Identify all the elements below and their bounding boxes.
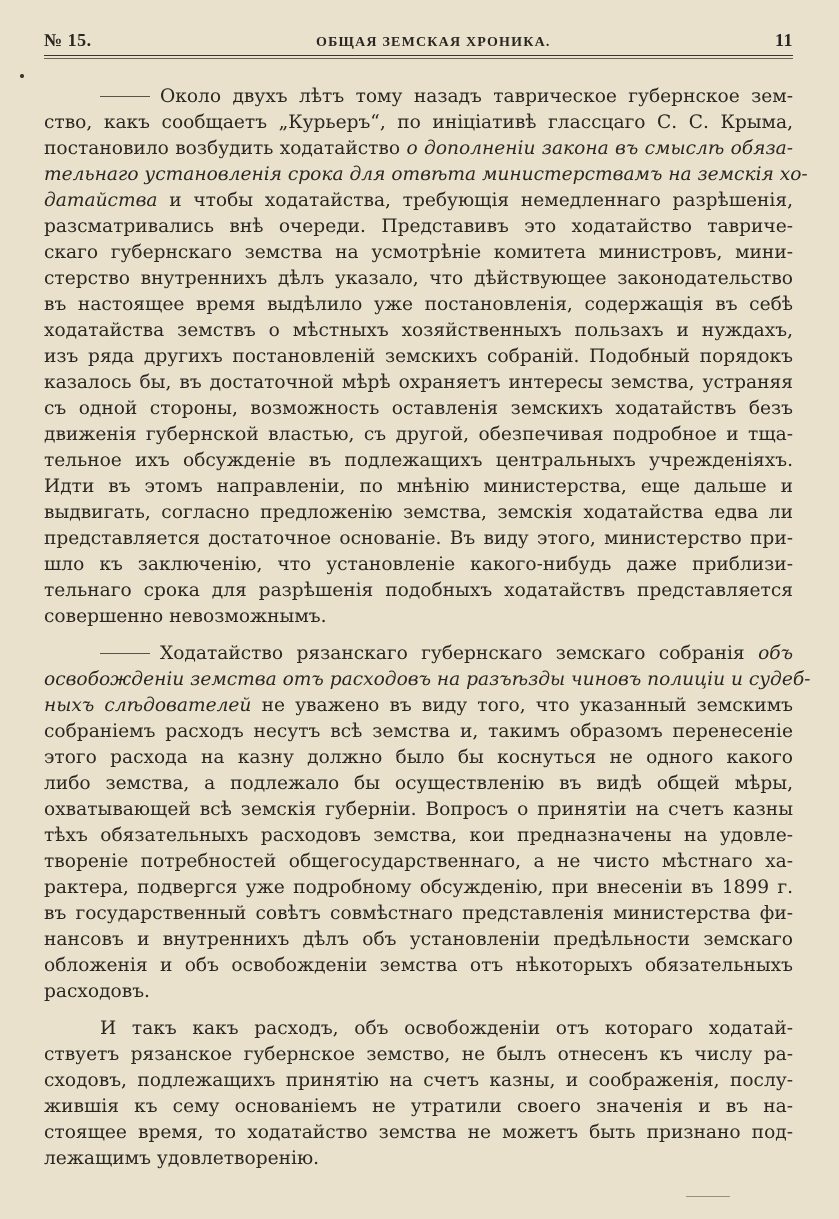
running-title: ОБЩАЯ ЗЕМСКАЯ ХРОНИКА. xyxy=(316,35,551,50)
text-line: лежащимъ удовлетворенiю. xyxy=(44,1148,320,1169)
paragraph-ryazan xyxy=(44,641,811,1005)
text-line: совершенно невозможнымъ. xyxy=(44,606,327,627)
text-line: расходовъ. xyxy=(44,981,150,1002)
text-line: тельное ихъ обсужденiе въ подлежащихъ центральныхъ учрежденiяхъ. xyxy=(44,450,793,471)
text-line: шло къ заключенiю, что установленiе какого-нибудь даже приблизи- xyxy=(44,554,793,575)
header-rule-thin xyxy=(44,58,793,59)
issue-number: № 15. xyxy=(44,30,92,50)
text-line: разсматривались внѣ очереди. Представивъ это ходатайство тавриче- xyxy=(44,216,793,237)
text-line: стоящее время, то ходатайство земства не можетъ быть признано под- xyxy=(44,1122,793,1143)
text-line: постановило возбудить ходатайство о дополненiи закона въ смыслѣ обяза- xyxy=(44,138,793,159)
text-line: ство, какъ сообщаетъ „Курьеръ“, по инiцiативѣ глассцаго С. С. Крыма, xyxy=(44,112,793,133)
text-line: ныхъ слѣдователей не уважено въ виду того, что указанный земскимъ xyxy=(44,695,793,716)
page-header xyxy=(44,30,793,56)
text-line: охватывающей всѣ земскiя губернiи. Вопросъ о принятiи на счетъ казны xyxy=(44,799,793,820)
text-line: обложенiя и объ освобожденiи земства отъ нѣкоторыхъ обязательныхъ xyxy=(44,955,793,976)
text-line: этого расхода на казну должно было бы коснуться не одного какого xyxy=(44,747,793,768)
text-line: представляется достаточное основанiе. Въ виду этого, министерство при- xyxy=(44,528,793,549)
text-line: освобожденiи земства отъ расходовъ на разъѣзды чиновъ полицiи и судеб- xyxy=(44,669,811,690)
text-line: либо земства, а подлежало бы осуществленiю въ видѣ общей мѣры, xyxy=(44,773,793,794)
paragraph-tavrida xyxy=(44,84,808,630)
text-line: Ходатайство рязанскаго губернскаго земскаго собранiя объ xyxy=(44,641,793,667)
text-line: тельнаго срока для разрѣшенiя подобныхъ ходатайствъ представляется xyxy=(44,580,793,601)
text-line: движенiя губернской властью, съ другой, обезпечивая подробное и тща- xyxy=(44,424,793,445)
section-dash xyxy=(100,96,150,97)
text-line: собранiемъ расходъ несутъ всѣ земства и, такимъ образомъ перенесенiе xyxy=(44,721,793,742)
paragraph-conclusion xyxy=(44,1016,793,1172)
text-line: рактера, подвергся уже подробному обсужденiю, при внесенiи въ 1899 г. xyxy=(44,877,793,898)
section-dash xyxy=(100,653,150,654)
text-line: Около двухъ лѣтъ тому назадъ таврическое губернское зем- xyxy=(44,84,793,110)
text-line: тельнаго установленiя срока для отвѣта министерствамъ на земскiя хо- xyxy=(44,164,808,185)
text-line: въ государственный совѣтъ совмѣстнаго представленiя министерства фи- xyxy=(44,903,793,924)
text-line: въ настоящее время выдѣлило уже постановленiя, содержащiя въ себѣ xyxy=(44,294,793,315)
text-line: изъ ряда другихъ постановленiй земскихъ собранiй. Подобный порядокъ xyxy=(44,346,793,367)
text-line: Идти въ этомъ направленiи, по мнѣнiю министерства, еще дальше и xyxy=(44,476,793,497)
text-line: казалось бы, въ достаточной мѣрѣ охраняетъ интересы земства, устраняя xyxy=(44,372,793,393)
page-number: 11 xyxy=(774,30,793,50)
text-line: скаго губернскаго земства на усмотрѣнiе комитета министровъ, мини- xyxy=(44,242,793,263)
text-line: нансовъ и внутреннихъ дѣлъ объ установленiи предѣльности земскаго xyxy=(44,929,793,950)
text-line: стерство внутреннихъ дѣлъ указало, что дѣйствующее законодательство xyxy=(44,268,793,289)
paper-mark xyxy=(686,1196,730,1197)
text-line: выдвигать, согласно предложенiю земства, земскiя ходатайства едва ли xyxy=(44,502,793,523)
text-line: И такъ какъ расходъ, объ освобожденiи отъ котораго ходатай- xyxy=(100,1018,793,1039)
header-rule xyxy=(44,55,793,56)
article-body xyxy=(44,84,811,1172)
text-line: датайства и чтобы ходатайства, требующiя немедленнаго разрѣшенiя, xyxy=(44,190,793,211)
text-line: жившiя къ сему основанiемъ не утратили своего значенiя и въ на- xyxy=(44,1096,793,1117)
text-line: тѣхъ обязательныхъ расходовъ земства, кои предназначены на удовле- xyxy=(44,825,793,846)
text-line: ствуетъ рязанское губернское земство, не былъ отнесенъ къ числу ра- xyxy=(44,1044,793,1065)
text-line: сходовъ, подлежащихъ принятiю на счетъ казны, и соображенiя, послу- xyxy=(44,1070,793,1091)
text-line: съ одной стороны, возможность оставленiя земскихъ ходатайствъ безъ xyxy=(44,398,793,419)
text-line: творенiе потребностей общегосударственнаго, а не чисто мѣстнаго ха- xyxy=(44,851,793,872)
text-line: ходатайства земствъ о мѣстныхъ хозяйственныхъ пользахъ и нуждахъ, xyxy=(44,320,793,341)
margin-mark xyxy=(20,74,24,78)
